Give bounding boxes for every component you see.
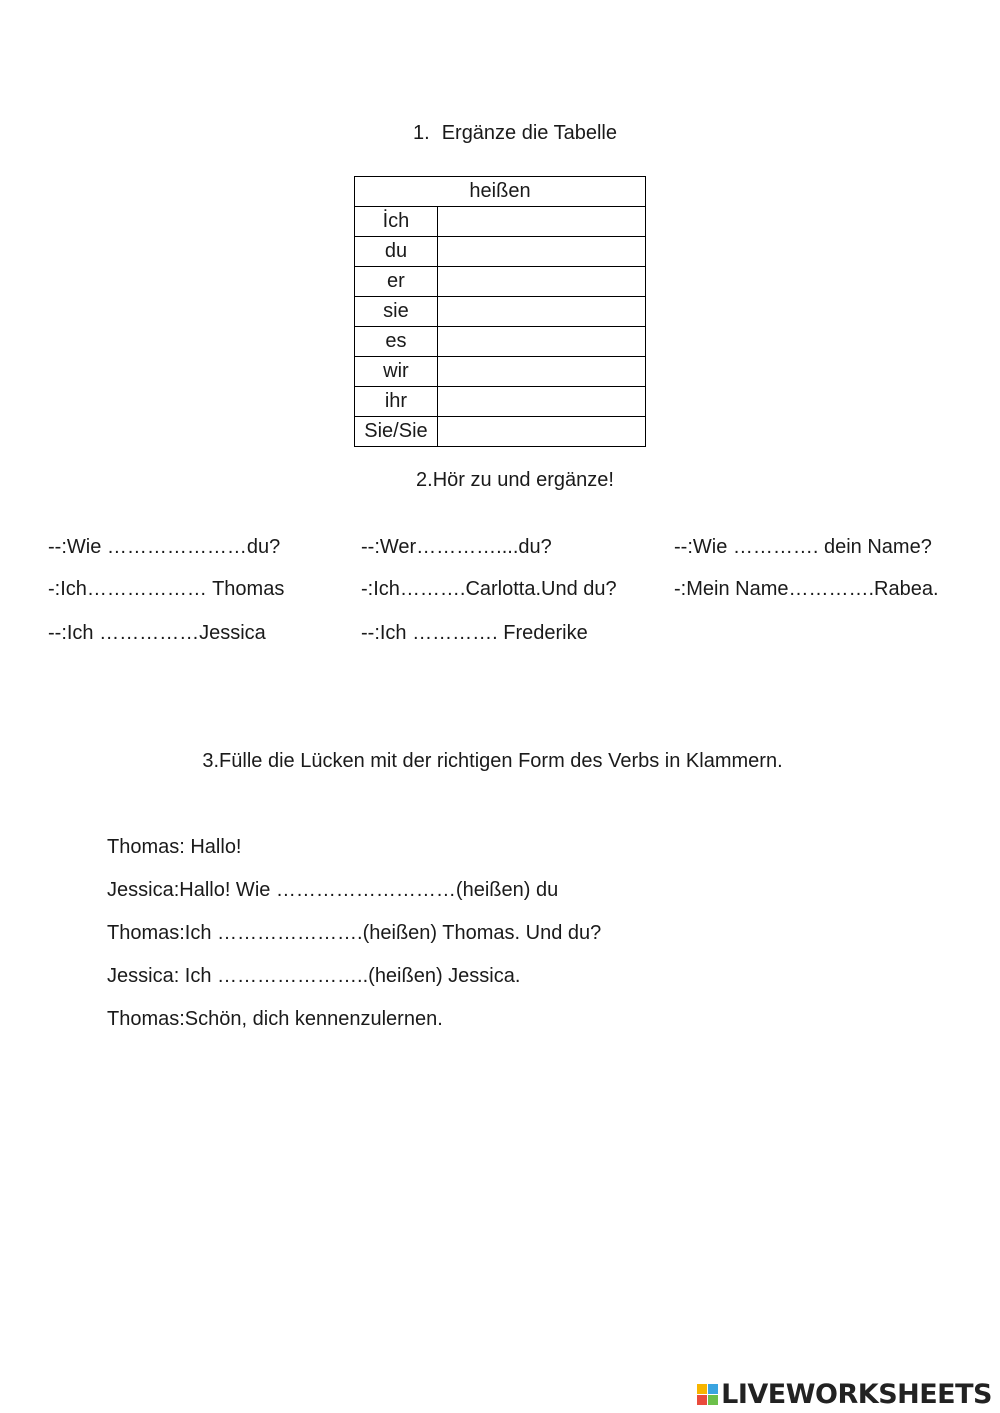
table-row (355, 297, 646, 327)
dialogue-line: -:Ich……….Carlotta.Und du? (361, 578, 617, 600)
logo-mark-icon (697, 1384, 718, 1405)
pronoun-cell: İch (355, 207, 438, 237)
dialogue-line: --:Wie …………. dein Name? (674, 536, 932, 558)
table-row (355, 417, 646, 447)
exercise-1-title-text: Ergänze die Tabelle (441, 122, 617, 144)
dialogue-line: -:Ich……………… Thomas (48, 578, 285, 600)
pronoun-cell: wir (355, 357, 438, 387)
table-row (355, 387, 646, 417)
liveworksheets-logo (697, 1379, 992, 1410)
dialogue-line: --:Wer…………....du? (361, 536, 552, 558)
logo-square (697, 1384, 707, 1394)
answer-cell[interactable] (437, 387, 645, 417)
exercise-1-title (0, 121, 1000, 145)
dialogue-line: --:Ich …………. Frederike (361, 622, 588, 644)
table-row (355, 237, 646, 267)
dialogue-line: Thomas: Hallo! (107, 836, 242, 858)
pronoun-cell: sie (355, 297, 438, 327)
exercise-1-number: 1. (413, 122, 430, 144)
logo-square (708, 1384, 718, 1394)
pronoun-cell: du (355, 237, 438, 267)
pronoun-cell: Sie/Sie (355, 417, 438, 447)
dialogue-line: -:Mein Name………….Rabea. (674, 578, 939, 600)
answer-cell[interactable] (437, 357, 645, 387)
dialogue-line: Jessica: Ich …………………..(heißen) Jessica. (107, 965, 521, 987)
logo-square (697, 1395, 707, 1405)
pronoun-cell: er (355, 267, 438, 297)
exercise-2-title: 2.Hör zu und ergänze! (416, 469, 614, 491)
answer-cell[interactable] (437, 417, 645, 447)
dialogue-line: --:Wie …………………du? (48, 536, 281, 558)
dialogue-line: Thomas:Schön, dich kennenzulernen. (107, 1008, 443, 1030)
dialogue-line: --:Ich ……………Jessica (48, 622, 266, 644)
logo-text: LIVEWORKSHEETS (721, 1379, 992, 1410)
table-header-row (355, 177, 646, 207)
pronoun-cell: ihr (355, 387, 438, 417)
answer-cell[interactable] (437, 237, 645, 267)
answer-cell[interactable] (437, 267, 645, 297)
answer-cell[interactable] (437, 207, 645, 237)
dialogue-line: Jessica:Hallo! Wie ………………………(heißen) du (107, 879, 559, 901)
dialogue-line: Thomas:Ich ………………….(heißen) Thomas. Und du? (107, 922, 602, 944)
pronoun-cell: es (355, 327, 438, 357)
logo-square (708, 1395, 718, 1405)
table-row (355, 357, 646, 387)
conjugation-table (354, 176, 646, 447)
table-row (355, 267, 646, 297)
exercise-3-title: 3.Fülle die Lücken mit der richtigen Form des Verbs in Klammern. (202, 750, 783, 772)
table-header-verb: heißen (355, 177, 646, 207)
table-row (355, 207, 646, 237)
answer-cell[interactable] (437, 327, 645, 357)
answer-cell[interactable] (437, 297, 645, 327)
table-row (355, 327, 646, 357)
